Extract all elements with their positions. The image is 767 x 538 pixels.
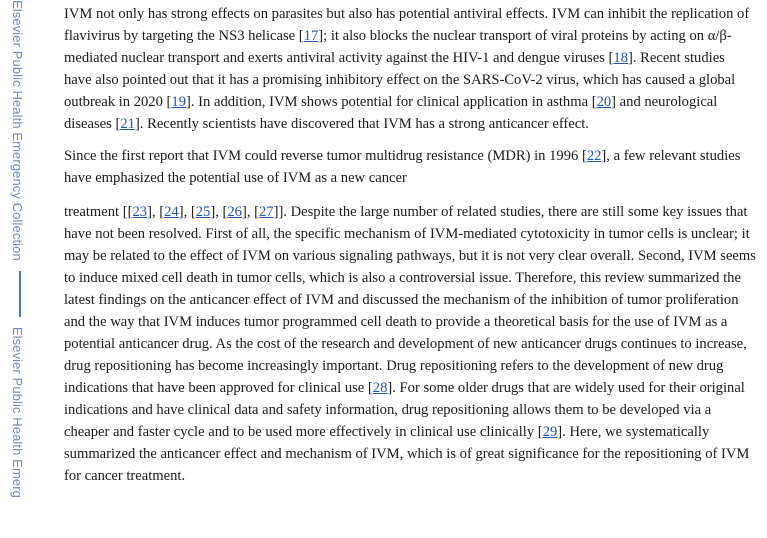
article-body [64, 3, 756, 487]
paragraph-mdr [64, 145, 756, 189]
reference-link[interactable]: 25 [195, 204, 211, 220]
text: ]; it also blocks the nuclear transport of viral proteins by acting on α/β-mediated nuclear transport and exerts antiviral activity against the HIV-1 and dengue viruses [ [64, 28, 732, 66]
reference-link[interactable]: 24 [164, 204, 179, 220]
reference-link[interactable]: 22 [586, 148, 602, 164]
text: ]. Here, we systematically summarized the anticancer effect and mechanism of IVM, which is of great significance for the repositioning of IVM for cancer treatment. [64, 424, 750, 484]
text: ], [ [147, 204, 165, 220]
reference-link[interactable]: 18 [613, 50, 628, 66]
text: treatment [[ [64, 204, 133, 220]
side-banner-text [10, 0, 25, 498]
reference-link[interactable]: 27 [258, 204, 274, 220]
text: ], [ [241, 204, 259, 220]
side-banner-divider [19, 271, 21, 317]
text: ] and neurological diseases [ [64, 94, 718, 132]
text: ], [ [210, 204, 228, 220]
reference-link[interactable]: 17 [303, 28, 319, 44]
text: ], a few relevant studies have emphasized the potential use of IVM as a new cancer [64, 148, 741, 186]
reference-link[interactable]: 23 [132, 204, 148, 220]
text: ]]. Despite the large number of related studies, there are still some key issues that have not been resolved. First of all, the specific mechanism of IVM-mediated cytotoxicity in tumor cells is unclear; it may be related to the effect of IVM on various signaling pathways, but it is not very clear overall. Second, IVM seems to induce mixed cell death in tumor cells, which is also a controversial issue. Therefore, this review summarized the latest findings on the anticancer effect of IVM and discussed the mechanism of the inhibition of tumor proliferation and the way that IVM induces tumor programmed cell death to provide a theoretical basis for the use of IVM as a potential anticancer drug. As the cost of the research and development of new anticancer drugs continues to increase, drug repositioning has become increasingly important. Drug repositioning refers to the development of new drug indications that have been approved for clinical use [ [64, 204, 756, 396]
side-banner-label-repeat: Elsevier Public Health Emerg [10, 326, 25, 498]
reference-link[interactable]: 26 [227, 204, 242, 220]
text: ]. Recently scientists have discovered that IVM has a strong anticancer effect. [134, 116, 589, 132]
text: ]. For some older drugs that are widely used for their original indications and have clinical data and safety information, drug repositioning allows them to be developed via a cheaper and faster cycle and to be used more effectively in clinical use clinically [ [64, 380, 745, 440]
reference-link[interactable]: 19 [171, 94, 186, 110]
reference-link[interactable]: 20 [596, 94, 612, 110]
side-banner-label: Elsevier Public Health Emergency Collection [10, 0, 25, 261]
reference-link[interactable]: 28 [372, 380, 388, 396]
text: Since the first report that IVM could reverse tumor multidrug resistance (MDR) in 1996 [ [64, 148, 587, 164]
text: ], [ [178, 204, 196, 220]
text: ]. Recent studies have also pointed out that it has a promising inhibitory effect on the SARS-CoV-2 virus, which has caused a global outbreak in 2020 [ [64, 50, 736, 110]
side-banner [0, 0, 40, 538]
paragraph-antiviral [64, 3, 756, 135]
text: ]. In addition, IVM shows potential for clinical application in asthma [ [186, 94, 597, 110]
reference-link[interactable]: 29 [542, 424, 558, 440]
text: IVM not only has strong effects on parasites but also has potential antiviral effects. IVM can inhibit the replication of flavivirus by targeting the NS3 helicase [ [64, 6, 750, 44]
reference-link[interactable]: 21 [120, 116, 135, 132]
paragraph-review-scope [64, 201, 756, 487]
